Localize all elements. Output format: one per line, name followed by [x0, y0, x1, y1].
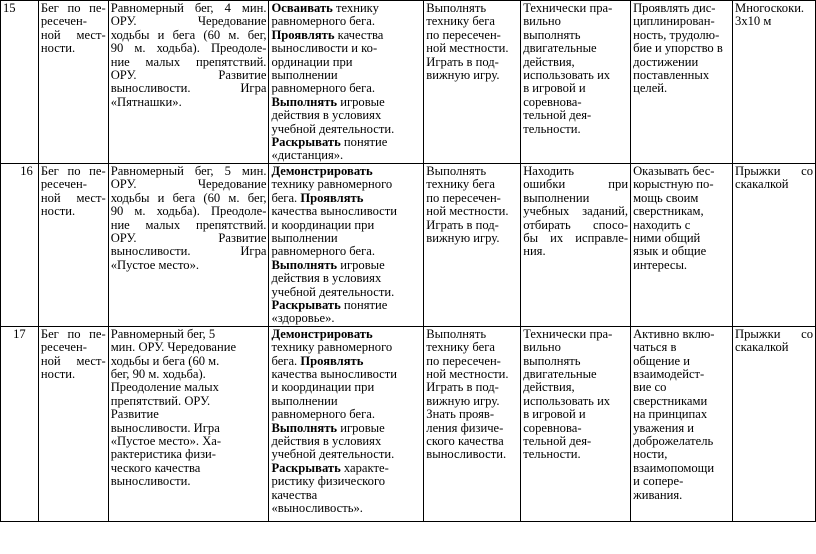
homework: [733, 1, 816, 164]
text-line: Знать прояв-: [426, 407, 495, 422]
activity-text: бега.: [271, 190, 301, 205]
keyword: Выполнять: [271, 257, 338, 272]
text-line: ского качества: [426, 434, 504, 448]
text-line: ние малых препятствий.: [110, 54, 267, 69]
text-line: Бег по пе-: [40, 326, 106, 341]
activity-text: технику: [332, 1, 379, 15]
text-line: по пересечен-: [426, 353, 501, 368]
table-row: [1, 163, 816, 326]
text-line: тельности.: [523, 121, 581, 136]
text-line: [271, 56, 421, 69]
text-line: по пересечен-: [426, 190, 501, 205]
text-line: Выполнять: [426, 326, 487, 341]
text-line: [271, 42, 421, 55]
text-line: доброжелатель: [633, 434, 714, 448]
text-line: [271, 312, 421, 325]
text-line: соревнова-: [523, 94, 582, 109]
text-line: 3x10 м: [735, 14, 772, 29]
lesson-topic: [38, 1, 108, 164]
text-line: вильно: [523, 340, 561, 355]
text-line: общение и: [633, 353, 691, 368]
lesson-topic: [38, 326, 108, 521]
text-line: использовать их: [523, 393, 611, 408]
subject-results: [424, 326, 521, 521]
lesson-number: 15: [1, 1, 39, 164]
text-line: Равномерный бег, 5 мин.: [110, 163, 267, 178]
activity-text: качества выносливости: [271, 366, 398, 381]
text-line: вижную игру.: [426, 230, 500, 245]
text-line: ния.: [523, 244, 546, 259]
activity-text: технику равномерного: [271, 177, 393, 192]
text-line: ОРУ. Чередование: [110, 14, 267, 29]
text-line: [271, 502, 421, 515]
text-line: [271, 29, 421, 42]
text-line: Многоскоки.: [735, 1, 805, 15]
text-line: Бег по пе-: [40, 163, 106, 178]
text-line: Бег по пе-: [40, 1, 106, 15]
text-line: в игровой и: [523, 81, 586, 96]
keyword: Выполнять: [271, 94, 338, 109]
text-line: Находить: [523, 163, 575, 178]
text-line: Играть в под-: [426, 217, 499, 232]
text-line: действия,: [523, 54, 575, 69]
text-line: ной мест-: [40, 353, 106, 368]
text-line: ности.: [40, 366, 76, 381]
text-line: [271, 259, 421, 272]
keyword: Демонстрировать: [271, 326, 373, 341]
text-line: бие и упорство в: [633, 41, 723, 56]
text-line: [271, 462, 421, 475]
activity-text: и координации при: [271, 380, 375, 395]
text-line: 90 м. ходьба). Преодоле-: [110, 41, 267, 56]
text-line: [271, 123, 421, 136]
text-line: ной местности.: [426, 204, 509, 219]
text-line: [271, 381, 421, 394]
text-line: [271, 368, 421, 381]
keyword: Раскрывать: [271, 297, 341, 312]
activity-text: учебной деятельности.: [271, 284, 395, 299]
text-line: [271, 96, 421, 109]
text-line: Выполнять: [426, 1, 487, 15]
text-line: чаться в: [633, 340, 677, 355]
text-line: [271, 2, 421, 15]
text-line: Технически пра-: [523, 1, 613, 15]
text-line: «Пустое место».: [110, 257, 200, 272]
text-line: ОРУ. Развитие: [110, 68, 267, 83]
text-line: [271, 299, 421, 312]
activity-text: равномерного бега.: [271, 81, 376, 96]
personal-results: [631, 1, 733, 164]
text-line: тельности.: [523, 447, 581, 462]
text-line: ресечен-: [40, 177, 87, 192]
text-line: технику бега: [426, 14, 495, 29]
keyword: Раскрывать: [271, 460, 341, 475]
text-line: Равномерный бег, 4 мин.: [110, 1, 267, 15]
text-line: вижную игру.: [426, 68, 500, 83]
text-line: [271, 219, 421, 232]
activity-text: ординации при: [271, 54, 353, 69]
activity-text: равномерного бега.: [271, 407, 376, 422]
activity-text: игровые: [337, 420, 385, 435]
text-line: мин. ОРУ. Чередование: [110, 340, 237, 355]
activity-text: технику равномерного: [271, 340, 393, 355]
text-line: тельной дея-: [523, 434, 592, 448]
text-line: [271, 232, 421, 245]
text-line: циплинирован-: [633, 14, 715, 29]
personal-results: [631, 326, 733, 521]
table-row: [1, 326, 816, 521]
text-line: живания.: [633, 487, 683, 502]
text-line: ними общий: [633, 230, 701, 245]
text-line: Играть в под-: [426, 380, 499, 395]
keyword: Выполнять: [271, 420, 338, 435]
text-line: [271, 422, 421, 435]
text-line: [271, 328, 421, 341]
text-line: [271, 136, 421, 149]
text-line: ность, трудолю-: [633, 27, 720, 42]
text-line: ние малых препятствий.: [110, 217, 267, 232]
text-line: технику бега: [426, 177, 495, 192]
activity-text: учебной деятельности.: [271, 447, 395, 462]
activity-text: выполнении: [271, 230, 338, 245]
lesson-number: 17: [1, 326, 39, 521]
activity-text: игровые: [337, 94, 385, 109]
personal-results: [631, 163, 733, 326]
activity-text: и координации при: [271, 217, 375, 232]
keyword: Проявлять: [271, 27, 335, 42]
text-line: учебных заданий,: [523, 204, 629, 219]
text-line: Выполнять: [426, 163, 487, 178]
activity-text: «здоровье».: [271, 311, 335, 326]
text-line: ной мест-: [40, 190, 106, 205]
text-line: бег, 90 м. ходьба).: [110, 366, 206, 381]
text-line: бы их исправле-: [523, 230, 629, 245]
activity-text: бега.: [271, 353, 301, 368]
text-line: [271, 109, 421, 122]
text-line: ресечен-: [40, 14, 87, 29]
text-line: Играть в под-: [426, 54, 499, 69]
metasubject-results: [521, 163, 631, 326]
text-line: скакалкой: [735, 177, 789, 192]
text-line: Оказывать бес-: [633, 163, 715, 178]
activity-text: качества: [334, 27, 384, 42]
text-line: в игровой и: [523, 407, 586, 422]
activity-text: ристику физического: [271, 474, 386, 489]
lesson-topic: [38, 163, 108, 326]
text-line: [271, 205, 421, 218]
text-line: Развитие: [110, 407, 159, 422]
table-row: [1, 1, 816, 164]
text-line: [271, 475, 421, 488]
metasubject-results: [521, 326, 631, 521]
text-line: ной мест-: [40, 27, 106, 42]
activity-text: действия в условиях: [271, 108, 382, 123]
text-line: целей.: [633, 81, 668, 96]
text-line: рактеристика физи-: [110, 447, 216, 462]
text-line: ОРУ. Развитие: [110, 230, 267, 245]
homework: [733, 163, 816, 326]
text-line: [271, 355, 421, 368]
text-line: отбирать спосо-: [523, 217, 629, 232]
text-line: вильно: [523, 14, 561, 29]
activity-text: понятие: [340, 135, 388, 150]
text-line: выносливости. Игра: [110, 420, 220, 435]
text-line: Активно вклю-: [633, 326, 715, 341]
text-line: достижении: [633, 54, 699, 69]
student-activity: [269, 326, 424, 521]
text-line: [271, 341, 421, 354]
text-line: выполнять: [523, 27, 581, 42]
text-line: использовать их: [523, 68, 611, 83]
text-line: «Пятнашки».: [110, 94, 182, 109]
text-line: выносливости. Игра: [110, 244, 267, 259]
text-line: ходьбы и бега (60 м. бег,: [110, 190, 267, 205]
text-line: Проявлять дис-: [633, 1, 716, 15]
keyword: Демонстрировать: [271, 163, 373, 178]
text-line: [271, 82, 421, 95]
lesson-content: [108, 326, 269, 521]
text-line: двигательные: [523, 41, 597, 56]
text-line: на принципах: [633, 407, 708, 422]
activity-text: действия в условиях: [271, 271, 382, 286]
activity-text: качества: [271, 487, 318, 502]
activity-text: равномерного бега.: [271, 244, 376, 259]
text-line: ности.: [40, 41, 76, 56]
text-line: Технически пра-: [523, 326, 613, 341]
subject-results: [424, 163, 521, 326]
text-line: ческого качества: [110, 460, 201, 475]
text-line: вижную игру.: [426, 393, 500, 408]
activity-text: выполнении: [271, 68, 338, 83]
activity-text: равномерного бега.: [271, 14, 376, 29]
text-line: [271, 395, 421, 408]
text-line: сверстникам,: [633, 204, 704, 219]
subject-results: [424, 1, 521, 164]
text-line: [271, 245, 421, 258]
text-line: интересы.: [633, 257, 688, 272]
text-line: вие со: [633, 380, 667, 395]
text-line: ошибки при: [523, 177, 629, 192]
metasubject-results: [521, 1, 631, 164]
activity-text: действия в условиях: [271, 434, 382, 448]
text-line: препятствий. ОРУ.: [110, 393, 211, 408]
text-line: ности,: [633, 447, 668, 462]
text-line: [271, 286, 421, 299]
text-line: [271, 408, 421, 421]
text-line: взаимопомощи: [633, 460, 715, 475]
text-line: 90 м. ходьба). Преодоле-: [110, 204, 267, 219]
text-line: [271, 489, 421, 502]
text-line: взаимодейст-: [633, 366, 705, 381]
text-line: технику бега: [426, 340, 495, 355]
text-line: выносливости.: [110, 474, 191, 489]
text-line: Преодоление малых: [110, 380, 219, 395]
homework: [733, 326, 816, 521]
activity-text: характе-: [340, 460, 389, 475]
keyword: Осваивать: [271, 1, 333, 15]
text-line: действия,: [523, 380, 575, 395]
activity-text: «выносливость».: [271, 501, 363, 516]
text-line: корыстную по-: [633, 177, 714, 192]
text-line: [271, 435, 421, 448]
text-line: язык и общие: [633, 244, 707, 259]
text-line: выполнении: [523, 190, 590, 205]
text-line: [271, 272, 421, 285]
text-line: Равномерный бег, 5: [110, 326, 216, 341]
student-activity: [269, 163, 424, 326]
text-line: соревнова-: [523, 420, 582, 435]
text-line: выполнять: [523, 353, 581, 368]
text-line: [271, 69, 421, 82]
text-line: [271, 192, 421, 205]
text-line: [271, 165, 421, 178]
text-line: «Пустое место». Ха-: [110, 434, 222, 448]
activity-text: выносливости и ко-: [271, 41, 378, 56]
text-line: скакалкой: [735, 340, 789, 355]
text-line: [271, 448, 421, 461]
text-line: ной местности.: [426, 41, 509, 56]
text-line: находить с: [633, 217, 691, 232]
text-line: выносливости.: [426, 447, 507, 462]
text-line: ления физиче-: [426, 420, 504, 435]
text-line: ходьбы и бега (60 м.: [110, 353, 220, 368]
text-line: ности.: [40, 204, 76, 219]
text-line: Прыжки со: [735, 326, 813, 341]
lesson-content: [108, 163, 269, 326]
text-line: тельной дея-: [523, 108, 592, 123]
text-line: [271, 178, 421, 191]
text-line: Прыжки со: [735, 163, 813, 178]
lesson-number: 16: [1, 163, 39, 326]
text-line: [271, 149, 421, 162]
text-line: ходьбы и бега (60 м. бег,: [110, 27, 267, 42]
lesson-content: [108, 1, 269, 164]
keyword: Раскрывать: [271, 135, 341, 150]
activity-text: игровые: [337, 257, 385, 272]
activity-text: качества выносливости: [271, 204, 398, 219]
activity-text: учебной деятельности.: [271, 121, 395, 136]
student-activity: [269, 1, 424, 164]
text-line: поставленных: [633, 68, 710, 83]
activity-text: выполнении: [271, 393, 338, 408]
text-line: двигательные: [523, 366, 597, 381]
text-line: ОРУ. Чередование: [110, 177, 267, 192]
text-line: [271, 15, 421, 28]
activity-text: понятие: [340, 297, 388, 312]
activity-text: «дистанция».: [271, 148, 344, 163]
text-line: и сопере-: [633, 474, 684, 489]
text-line: уважения и: [633, 420, 695, 435]
text-line: выносливости. Игра: [110, 81, 267, 96]
text-line: сверстниками: [633, 393, 708, 408]
text-line: ресечен-: [40, 340, 87, 355]
text-line: ной местности.: [426, 366, 509, 381]
text-line: мощь своим: [633, 190, 699, 205]
text-line: по пересечен-: [426, 27, 501, 42]
keyword: Проявлять: [300, 353, 364, 368]
keyword: Проявлять: [300, 190, 364, 205]
